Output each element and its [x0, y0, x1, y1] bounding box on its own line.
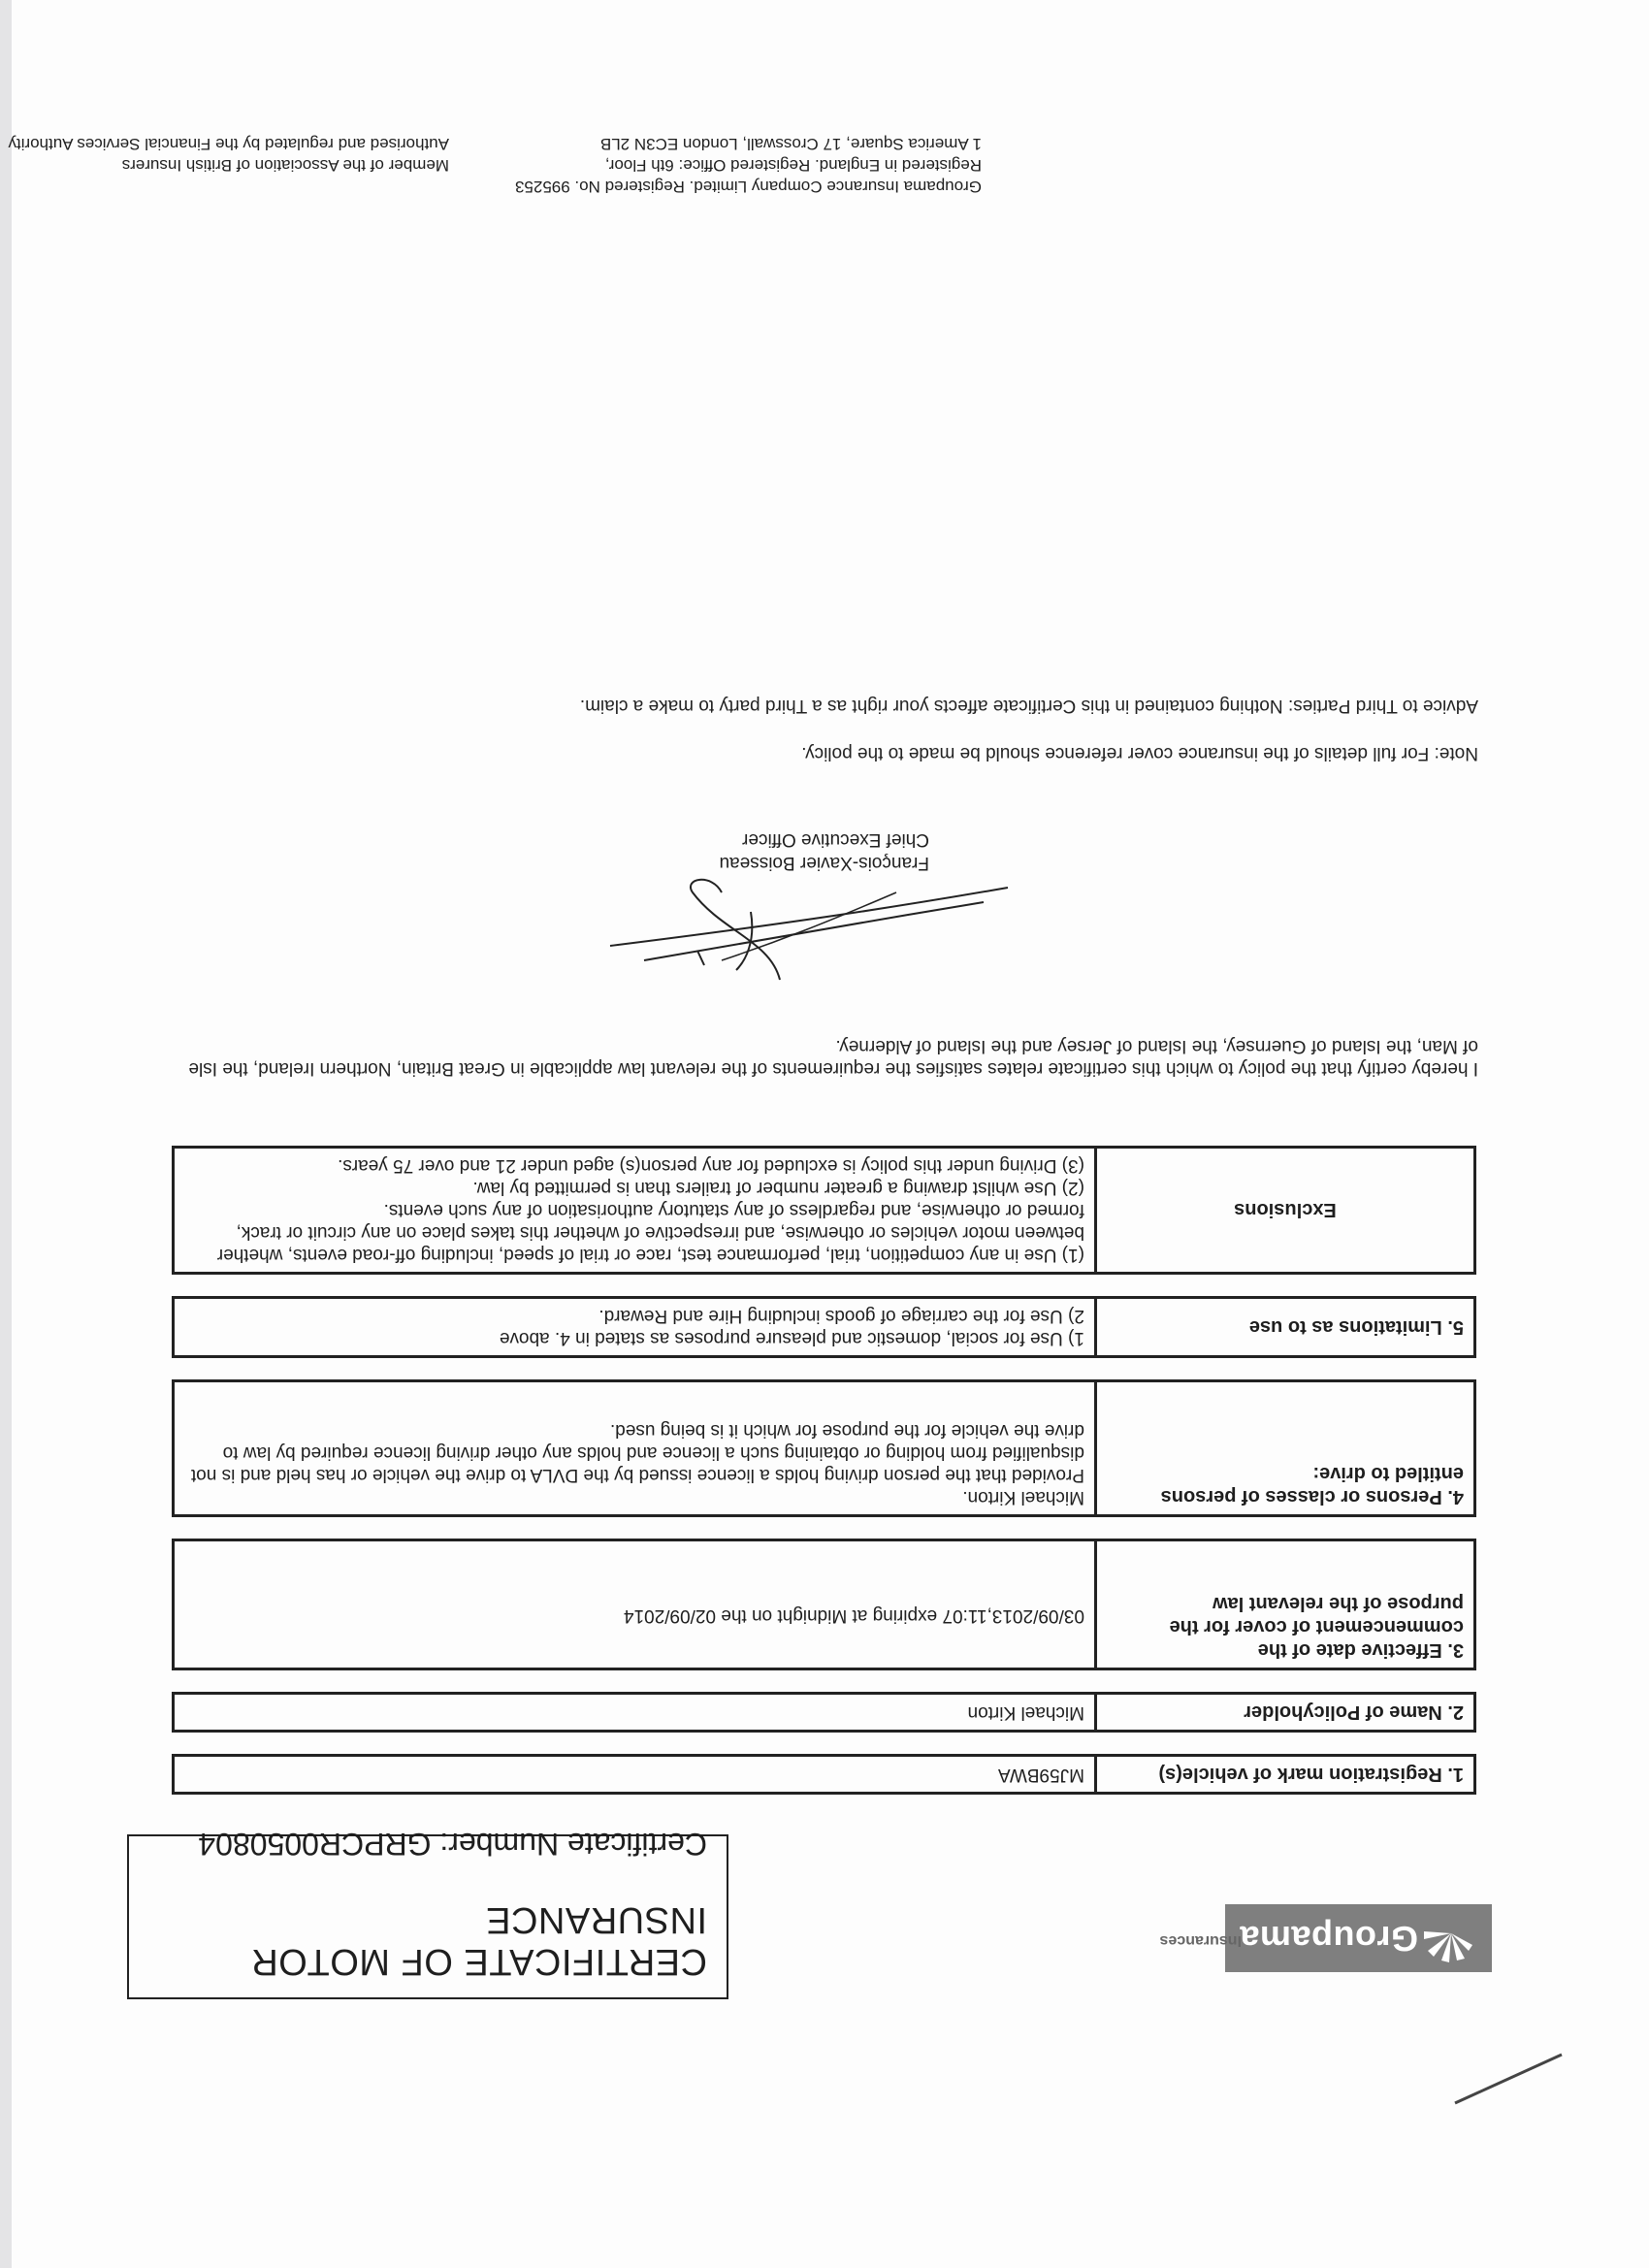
third-party-advice: Advice to Third Parties: Nothing contained in this Certificate affects your right as a Third party to make a claim. [579, 696, 1478, 716]
table-row [172, 1379, 1476, 1517]
title-box [127, 1827, 728, 1999]
row-value-line: 1) Use for social, domestic and pleasure purposes as stated in 4. above [499, 1328, 1084, 1348]
groupama-sun-icon [1424, 1914, 1478, 1962]
policy-note: Note: For full details of the insurance cover reference should be made to the policy. [801, 743, 1478, 763]
table-row [172, 1146, 1476, 1275]
brand-name: Groupama [1239, 1919, 1418, 1959]
row-label: Exclusions [1094, 1146, 1476, 1275]
row-value [172, 1379, 1094, 1517]
row-value [172, 1754, 1094, 1795]
table-row [172, 1754, 1476, 1795]
row-value-line: (2) Use whilst drawing a greater number of trailers than is permitted by law. [472, 1178, 1084, 1198]
regulatory-info [8, 133, 449, 176]
row-value-line: Michael Kirton [967, 1702, 1084, 1723]
signature [605, 863, 1013, 999]
row-label: 1. Registration mark of vehicle(s) [1094, 1754, 1476, 1795]
table-row [172, 1692, 1476, 1733]
footer-line: Groupama Insurance Company Limited. Registered No. 995253 [515, 178, 982, 196]
company-registration [515, 133, 982, 197]
page-title: CERTIFICATE OF MOTOR INSURANCE [250, 1899, 707, 1982]
row-label: 3. Effective date of the commencement of cover for the purpose of the relevant law [1094, 1539, 1476, 1670]
row-value [172, 1296, 1094, 1358]
row-value-line: 2) Use for the carriage of goods including Hire and Reward. [598, 1306, 1084, 1326]
pen-stroke-mark [1445, 2045, 1571, 2113]
certificate-number: Certificate Number: GRPCR0050804 [198, 1827, 707, 1862]
row-value-line: Provided that the person driving holds a licence issued by the DVLA to drive the vehicle or has held and is not disqualified from holding or obtaining such a licence and holds any other driving licence required by law to drive the vehicle for the purpose for which it is being used. [190, 1420, 1084, 1485]
footer-line: Authorised and regulated by the Financial Services Authority [8, 135, 449, 153]
footer-line: 1 America Square, 17 Crosswall, London EC3N 2LB [599, 135, 982, 153]
row-label: 2. Name of Policyholder [1094, 1692, 1476, 1733]
row-value-line: 03/09/2013,11:07 expiring at Midnight on the 02/09/2014 [623, 1605, 1084, 1626]
row-value [172, 1539, 1094, 1670]
brand-subtitle: Insurances [1159, 1932, 1242, 1949]
footer-line: Member of the Association of British Insurers [121, 156, 449, 175]
signatory-name: François-Xavier Boisseau [719, 853, 929, 873]
row-value [172, 1692, 1094, 1733]
table-row [172, 1296, 1476, 1358]
row-value-line: (1) Use in any competition, trial, performance test, race or trial of speed, including off-road events, whether between motor vehicles or otherwise, and irrespective of whether this takes place on any circuit or track, formed or otherwise, and regardless of any statutory authorisation of any such events. [216, 1200, 1084, 1265]
row-label: 4. Persons or classes of persons entitled to drive: [1094, 1379, 1476, 1517]
row-value-line: MJ59BWA [997, 1765, 1084, 1785]
signatory-block [720, 827, 929, 874]
row-label: 5. Limitations as to use [1094, 1296, 1476, 1358]
footer-line: Registered in England. Registered Office: 6th Floor, [604, 156, 982, 175]
row-value-line: Michael Kirton. [962, 1487, 1084, 1507]
certification-text: I hereby certify that the policy to which this certificate relates satisfies the requirements of the relevant law applicable in Great Britain, Northern Ireland, the Isle of Man, the Island of Guernsey, the Island of Jersey and the Island of Alderney. [188, 1036, 1478, 1079]
row-value-line: (3) Driving under this policy is excluded for any person(s) aged under 21 and over 75 years. [338, 1155, 1084, 1176]
scan-edge [0, 0, 12, 2268]
signatory-role: Chief Executive Officer [742, 829, 929, 850]
certificate-table [172, 1124, 1476, 1816]
table-row [172, 1539, 1476, 1670]
groupama-logo [1225, 1904, 1492, 1972]
row-value [172, 1146, 1094, 1275]
